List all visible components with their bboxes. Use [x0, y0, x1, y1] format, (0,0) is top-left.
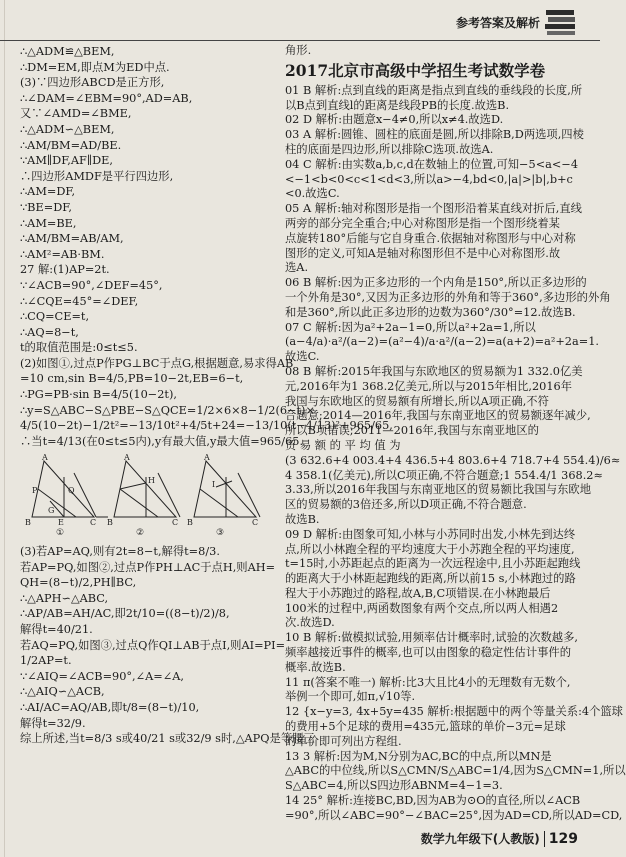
- text-line: 12 {x−y=3, 4x+5y=435 解析:根据题中的两个等量关系:4个篮球: [285, 705, 623, 719]
- text-line: 若AP=PQ,如图②,过点P作PH⊥AC于点H,则AH=: [20, 560, 276, 574]
- text-line: S△ABC=4,所以S四边形ABNM=4−1=3.: [285, 779, 503, 793]
- text-line: 和是360°,所以此正多边形的边数为360°/30°=12.故选B.: [285, 305, 576, 319]
- text-line: ∵∠AIQ=∠ACB=90°,∠A=∠A,: [20, 669, 184, 683]
- fig1-label-a: A: [42, 453, 48, 463]
- text-line: QH=(8−t)/2,PH∥BC,: [20, 576, 137, 590]
- text-line: 柱的底面是四边形,所以排除C选项.故选A.: [285, 142, 494, 156]
- triangle-figures: [24, 453, 264, 537]
- text-line: 06 B 解析:因为正多边形的一个内角是150°,所以正多边形的: [285, 276, 587, 290]
- fig1-label-g: G: [48, 506, 55, 516]
- text-line: 13 3 解析:因为M,N分别为AC,BC的中点,所以MN是: [285, 749, 552, 763]
- text-line: ∴∠CQE=45°=∠DEF,: [20, 294, 139, 308]
- text-line: 角形.: [285, 44, 312, 57]
- text-line: 故选C.: [285, 350, 320, 364]
- page-margin-line: [4, 0, 5, 857]
- text-line: 11 π(答案不唯一) 解析:比3大且比4小的无理数有无数个,: [285, 675, 571, 689]
- text-line: 04 C 解析:由实数a,b,c,d在数轴上的位置,可知−5<a<−4: [285, 157, 579, 171]
- text-line: ∴AM²=AB·BM.: [20, 247, 105, 261]
- text-line: 解得t=40/21.: [20, 623, 93, 636]
- text-line: ∴PG=PB·sin B=4/5(10−2t),: [20, 388, 177, 402]
- text-line: 27 解:(1)AP=2t.: [20, 263, 110, 277]
- text-line: 05 A 解析:轴对称图形是指一个图形沿着某直线对折后,直线: [285, 202, 582, 216]
- text-line: 的单价即可列出方程组.: [285, 734, 402, 748]
- text-line: 元,2016年为1 368.2亿美元,所以与2015年相比,2016年: [285, 379, 573, 393]
- text-line: 10 B 解析:做模拟试验,用频率估计概率时,试验的次数越多,: [285, 631, 578, 645]
- text-line: ∴△AIQ∽△ACB,: [20, 685, 105, 699]
- text-line: 以B点到直线l的距离是线段PB的长度.故选B.: [285, 98, 510, 112]
- fig2-label-a: A: [124, 453, 130, 463]
- text-line: ∴y=S△ABC−S△PBE−S△QCE=1/2×6×8−1/2(6−t)×: [20, 403, 315, 417]
- text-line: 贸 易 额 的 平 均 值 为: [285, 438, 401, 452]
- text-line: <0.故选C.: [285, 187, 340, 201]
- text-line: ∴AI/AC=AQ/AB,即t/8=(8−t)/10,: [20, 700, 200, 714]
- text-line: 故选B.: [285, 512, 320, 526]
- text-line: 的距离大于小林距起跑线的距离,所以前15 s,小林跑过的路: [285, 572, 576, 586]
- text-line: 两旁的部分完全重合;中心对称图形是指一个图形绕着某: [285, 216, 560, 230]
- text-line: ∴CQ=CE=t,: [20, 310, 90, 324]
- text-line: 1/2AP=t.: [20, 654, 72, 668]
- text-line: 若AQ=PQ,如图③,过点Q作QI⊥AB于点I,则AI=PI=: [20, 638, 286, 652]
- fig1-label-q: Q: [68, 486, 75, 496]
- text-line: 点,所以小林跑全程的平均速度大于小苏跑全程的平均速度,: [285, 542, 575, 556]
- text-line: 14 25° 解析:连接BC,BD,因为AB为⊙O的直径,所以∠ACB: [285, 794, 581, 808]
- text-line: (a−4/a)·a²/(a−2)=(a²−4)/a·a²/(a−2)=a(a+2)=a²+2a=1.: [285, 335, 599, 349]
- header-title: 参考答案及解析: [455, 16, 540, 30]
- text-line: 4/5(10−2t)−1/2t²=−13/10t²+4/5t+24=−13/10(t−4/13)²+965/65,: [20, 419, 393, 433]
- text-line: 综上所述,当t=8/3 s或40/21 s或32/9 s时,△APQ是等腰三: [20, 732, 315, 746]
- text-line: 概率.故选B.: [285, 660, 346, 674]
- text-line: 频率越接近事件的概率,也可以由图象的稳定性估计事件的: [285, 646, 572, 660]
- figure-label-2: ②: [136, 528, 145, 539]
- page-number: 129: [544, 831, 578, 847]
- text-line: =10 cm,sin B=4/5,PB=10−2t,EB=6−t,: [20, 372, 244, 386]
- fig3-label-b: B: [187, 518, 193, 528]
- text-line: ∴AM/BM=AB/AM,: [20, 232, 124, 246]
- fig3-label-c: C: [252, 518, 259, 528]
- text-line: ∴DM=EM,即点M为ED中点.: [20, 60, 170, 74]
- figure-label-3: ③: [216, 528, 225, 539]
- fig1-label-p: P: [32, 486, 38, 496]
- text-line: t的取值范围是:0≤t≤5.: [20, 341, 138, 355]
- right-column: [285, 44, 626, 824]
- text-line: 01 B 解析:点到直线的距离是指点到直线的垂线段的长度,所: [285, 83, 583, 97]
- page-header: [0, 0, 600, 41]
- text-line: ∴当t=4/13(在0≤t≤5内),y有最大值,y最大值=965/65.: [20, 434, 304, 448]
- text-line: 4 358.1(亿美元),所以C项正确,不符合题意;1 554.4/1 368.2≈: [285, 468, 603, 482]
- text-line: (3)∵四边形ABCD是正方形,: [20, 76, 165, 90]
- text-line: (3)若AP=AQ,则有2t=8−t,解得t=8/3.: [20, 545, 220, 559]
- fig2-label-c: C: [172, 518, 179, 528]
- text-line: ∴△ADM≌△BEM,: [20, 45, 115, 58]
- text-line: 09 D 解析:由图象可知,小林与小苏同时出发,小林先到达终: [285, 527, 576, 541]
- text-line: (2)如图①,过点P作PG⊥BC于点G,根据题意,易求得AB: [20, 356, 294, 370]
- text-line: ∴AM/BM=AD/BE.: [20, 138, 122, 152]
- text-line: (3 632.6+4 003.4+4 436.5+4 803.6+4 718.7+4 554.4)/6≈: [285, 453, 621, 467]
- text-line: 又∵∠AMD=∠BME,: [20, 107, 132, 121]
- text-line: 所以B项错误;2011—2016年,我国与东南亚地区的: [285, 424, 539, 438]
- text-line: ∴AP/AB=AH/AC,即2t/10=((8−t)/2)/8,: [20, 607, 230, 621]
- section-title: 2017北京市高级中学招生考试数学卷: [285, 60, 546, 80]
- text-line: 03 A 解析:圆锥、圆柱的底面是圆,所以排除B,D两选项,四棱: [285, 128, 584, 142]
- text-line: 3.33,所以2016年我国与东南亚地区的贸易额比我国与东欧地: [285, 483, 592, 497]
- fig1-label-b: B: [25, 518, 31, 528]
- text-line: ∴AQ=8−t,: [20, 325, 79, 339]
- figure-label-1: ①: [56, 528, 65, 539]
- text-line: △ABC的中位线,所以S△CMN/S△ABC=1/4,因为S△CMN=1,所以: [285, 764, 626, 778]
- text-line: ∴△APH∽△ABC,: [20, 591, 109, 605]
- text-line: 次.故选D.: [285, 616, 335, 630]
- books-icon: [544, 6, 578, 36]
- fig2-label-b: B: [107, 518, 113, 528]
- text-line: ∴∠DAM=∠EBM=90°,AD=AB,: [20, 91, 193, 105]
- footer-book-title: 数学九年级下(人教版): [420, 832, 540, 846]
- figure-2: [114, 461, 180, 517]
- text-line: t=15时,小苏距起点的距离为一次远程途中,且小苏距起跑线: [285, 557, 581, 571]
- text-line: 100米的过程中,两函数图象有两个交点,所以两人相遇2: [285, 601, 559, 615]
- text-line: 02 D 解析:由题意x−4≠0,所以x≠4.故选D.: [285, 113, 504, 127]
- text-line: ∵∠ACB=90°,∠DEF=45°,: [20, 278, 163, 292]
- page-footer: [421, 830, 578, 847]
- text-line: 区的贸易额的3倍还多,所以D项正确,不符合题意.: [285, 498, 527, 512]
- text-line: ∵BE=DF,: [20, 200, 72, 214]
- text-line: 举例一个即可,如π,√10等.: [285, 690, 416, 704]
- text-line: 07 C 解析:因为a²+2a−1=0,所以a²+2a=1,所以: [285, 320, 536, 334]
- text-line: 选A.: [285, 261, 309, 275]
- text-line: 我国与东欧地区的贸易额有所增长,所以A项正确,不符: [285, 394, 549, 408]
- text-line: ∴AM=BE,: [20, 216, 77, 230]
- text-line: ∴四边形AMDF是平行四边形,: [20, 169, 174, 183]
- text-line: =90°,所以∠ABC=90°−∠BAC=25°,因为AD=CD,所以AD=CD,: [285, 808, 623, 822]
- text-line: 图形的定义,可知A是轴对称图形但不是中心对称图形.故: [285, 246, 561, 260]
- text-line: 程大于小苏跑过的路程,故A,B,C项错误.在小林跑最后: [285, 586, 551, 600]
- text-line: 一个外角是30°,又因为正多边形的外角和等于360°,多边形的外角: [285, 290, 611, 304]
- text-line: ∴AM=DF,: [20, 185, 76, 199]
- text-line: 解得t=32/9.: [20, 716, 86, 730]
- fig1-label-e: E: [58, 518, 64, 528]
- text-line: 的费用+5个足球的费用=435元,篮球的单价−3元=足球: [285, 720, 566, 734]
- text-line: ∴△ADM∽△BEM,: [20, 122, 115, 136]
- figure-3: [194, 461, 260, 517]
- text-line: <−1<b<0<c<1<d<3,所以a>−4,bd<0,|a|>|b|,b+c: [285, 172, 573, 186]
- text-line: ∵AM∥DF,AF∥DE,: [20, 154, 113, 168]
- fig2-label-h: H: [148, 476, 155, 486]
- text-line: 08 B 解析:2015年我国与东欧地区的贸易额为1 332.0亿美: [285, 364, 583, 378]
- fig3-label-i: I: [212, 480, 216, 490]
- fig3-label-a: A: [204, 453, 210, 463]
- fig1-label-c: C: [90, 518, 97, 528]
- text-line: 合题意;2014—2016年,我国与东南亚地区的贸易额逐年减少,: [285, 409, 591, 423]
- text-line: 点旋转180°后能与它自身重合.依据轴对称图形与中心对称: [285, 231, 576, 245]
